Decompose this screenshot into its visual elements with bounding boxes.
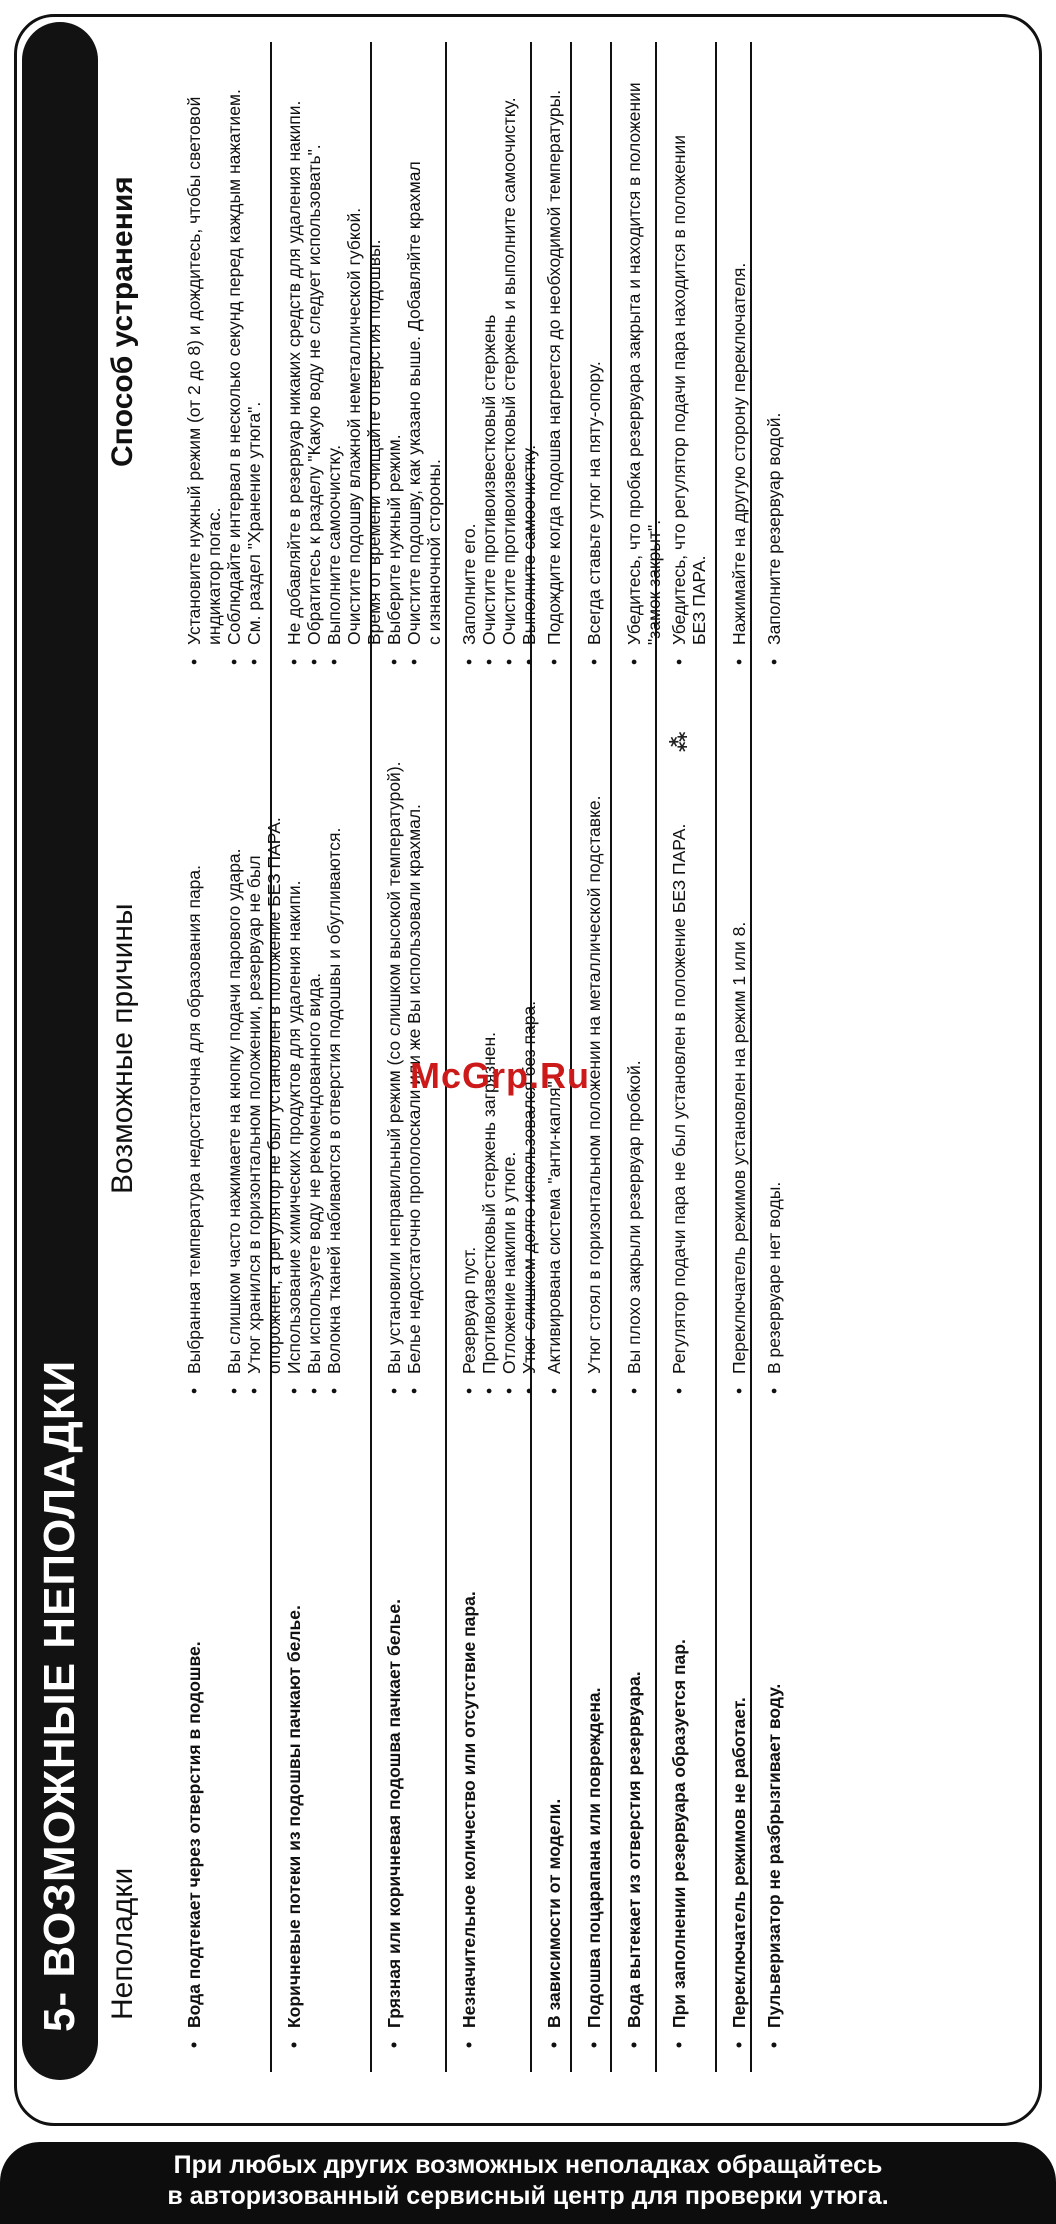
cause-item: • Волокна тканей набиваются в отверстия подошвы и обугливаются. [324,556,344,1396]
spacer [204,556,224,1396]
problem-cell [729,1370,749,2050]
problem-text: • При заполнении резервуара образуется пар. [669,1370,689,2050]
problem-text: • Пульверизатор не разбрызгивает воду. [764,1370,784,2050]
cause-item: • Утюг стоял в горизонтальном положении на металлической подставке. [584,556,604,1396]
solution-item: • Выберите нужный режим. [384,47,404,667]
cause-item: • Вы слишком часто нажимаете на кнопку подачи парового удара. [224,556,244,1396]
cause-item: опорожнен, а регулятор не был установлен в положение БЕЗ ПАРА. [264,817,284,1374]
cause-item: • Вы установили неправильный режим (со слишком высокой температурой). [384,556,404,1396]
problem-cell [384,1370,404,2050]
header-problem: Неполадки [106,1867,139,2020]
solution-item: • Всегда ставьте утюг на пяту-опору. [584,47,604,667]
table-row [752,42,787,2072]
causes-cell [384,556,424,1396]
solution-item: • Не добавляйте в резервуар никаких средств для удаления накипи. [284,47,304,667]
solution-item: • Убедитесь, что пробка резервуара закрыта и находится в положении [624,47,644,667]
solution-item: • См. раздел "Хранение утюга". [244,47,264,667]
column-headers [106,42,166,2072]
table-row [657,42,717,2072]
table-row [272,42,384,2072]
solution-item: • Убедитесь, что регулятор подачи пара находится в положении [669,47,689,667]
footer-line-2: в авторизованный сервисный центр для проверки утюга. [167,2182,889,2210]
cause-item: • Утюг слишком долго использовался без пара. [519,556,539,1396]
cause-item: • Использование химических продуктов для удаления накипи. [284,556,304,1396]
causes-cell [184,556,284,1396]
solutions-cell [184,47,264,667]
causes-cell [729,556,749,1396]
causes-cell [284,556,344,1396]
solution-item: БЕЗ ПАРА. [689,555,709,645]
problem-text: • Вода вытекает из отверстия резервуара. [624,1370,644,2050]
solutions-cell [729,47,749,667]
solutions-cell [459,47,539,667]
problem-cell [184,1370,204,2050]
cause-item: • Активирована система "анти-капля". [544,556,564,1396]
solutions-cell [584,47,604,667]
causes-cell [764,556,784,1396]
solution-item: индикатор погас. [204,507,224,645]
solution-item: с изнаночной стороны. [424,459,444,645]
cause-item: • Утюг хранился в горизонтальном положении, резервуар не был [244,556,264,1396]
cause-item: • Вы плохо закрыли резервуар пробкой. [624,556,644,1396]
cause-item: • Отложение накипи в утюге. [499,556,519,1396]
solution-item: • Подождите когда подошва нагреется до необходимой температуры. [544,47,564,667]
table-row [612,42,664,2072]
cause-item: • Резервуар пуст. [459,556,479,1396]
solution-item: • Заполните его. [459,47,479,667]
table-row [172,42,284,2072]
problem-text: • Коричневые потеки из подошвы пачкают белье. [284,1370,304,2050]
solution-item: • Очистите противоизвестковый стержень [479,47,499,667]
problem-text: • Незначительное количество или отсутствие пара. [459,1370,479,2050]
solutions-cell [284,47,384,667]
problem-cell [669,1370,689,2050]
problem-text: • Подошва поцарапана или повреждена. [584,1370,604,2050]
watermark: McGrp.Ru [410,1055,591,1096]
causes-cell [544,556,564,1396]
solution-item: • Соблюдайте интервал в несколько секунд перед каждым нажатием. [224,47,244,667]
causes-cell [624,556,644,1396]
causes-cell [459,556,539,1396]
cause-item: • Переключатель режимов установлен на режим 1 или 8. [729,556,749,1396]
header-solutions: Способ устранения [106,176,139,467]
page-title: 5- ВОЗМОЖНЫЕ НЕПОЛАДКИ [35,1359,84,2032]
problem-cell [544,1370,564,2050]
solution-item: "замок закрыт". [644,519,664,645]
problem-cell [284,1370,304,2050]
cause-item: • Выбранная температура недостаточна для образования пара. [184,556,204,1396]
solutions-cell [384,47,444,667]
solutions-cell [764,47,784,667]
solution-item: Очистите подошву влажной неметаллической губкой. [344,207,364,645]
solution-item: • Нажимайте на другую сторону переключателя. [729,47,749,667]
cause-item: • Регулятор подачи пара не был установлен в положение БЕЗ ПАРА. [669,556,689,1396]
table-row [717,42,752,2072]
solutions-cell [544,47,564,667]
problem-text: • Грязная или коричневая подошва пачкает белье. [384,1370,404,2050]
solution-item: • Обратитесь к разделу "Какую воду не следует использовать". [304,47,324,667]
solution-item: • Очистите подошву, как указано выше. Добавляйте крахмал [404,47,424,667]
problem-cell [624,1370,644,2050]
footer-text [0,2150,1056,2212]
footer-line-1: При любых других возможных неполадках обращайтесь [173,2151,883,2179]
solution-item: • Выполните самоочистку. [324,47,344,667]
causes-cell [584,556,604,1396]
cause-item: • В резервуаре нет воды. [764,556,784,1396]
problem-cell [459,1370,479,2050]
solution-item: • Выполните самоочистку. [519,47,539,667]
problem-cell [764,1370,784,2050]
causes-cell [669,556,689,1396]
solution-item: • Заполните резервуар водой. [764,47,784,667]
problem-text: • В зависимости от модели. [544,1370,564,2050]
header-causes: Возможные причины [106,903,139,1194]
problem-cell [584,1370,604,2050]
cause-item: • Белье недостаточно прополоскали или же Вы использовали крахмал. [404,556,424,1396]
solution-item: • Очистите противоизвестковый стержень и выполните самоочистку. [499,47,519,667]
cause-item: • Вы используете воду не рекомендованного вида. [304,556,324,1396]
problem-text: • Переключатель режимов не работает. [729,1370,749,2050]
solution-item: • Установите нужный режим (от 2 до 8) и дождитесь, чтобы световой [184,47,204,667]
problem-text: • Вода подтекает через отверстия в подошве. [184,1370,204,2050]
solution-item: Время от времени очищайте отверстия подошвы. [364,239,384,645]
solutions-cell [669,47,709,667]
no-steam-icon: ⁂ [669,731,691,752]
cause-item: • Противоизвестковый стержень загрязнен. [479,556,499,1396]
